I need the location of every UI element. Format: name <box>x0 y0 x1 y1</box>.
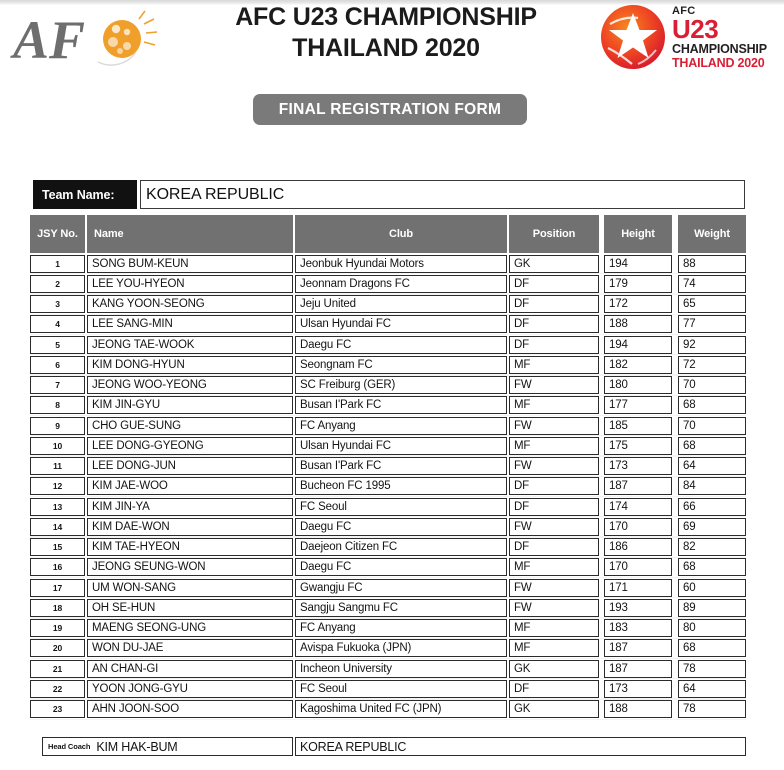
head-coach-name: KIM HAK-BUM <box>96 739 178 754</box>
cell-position[interactable]: FW <box>509 579 599 597</box>
cell-jsy-no[interactable]: 21 <box>30 660 85 678</box>
head-coach-field[interactable] <box>42 737 293 756</box>
cell-club[interactable]: Bucheon FC 1995 <box>295 477 507 495</box>
cell-weight[interactable]: 84 <box>678 477 746 495</box>
cell-height[interactable]: 180 <box>604 376 672 394</box>
cell-jsy-no[interactable]: 3 <box>30 295 85 313</box>
cell-player-name[interactable]: JEONG SEUNG-WON <box>87 558 293 576</box>
cell-height[interactable]: 188 <box>604 315 672 333</box>
table-row <box>30 497 746 517</box>
cell-club[interactable]: Daegu FC <box>295 518 507 536</box>
table-row <box>30 598 746 618</box>
cell-weight[interactable]: 78 <box>678 700 746 718</box>
table-body <box>30 254 746 720</box>
cell-club[interactable]: Gwangju FC <box>295 579 507 597</box>
cell-weight[interactable]: 65 <box>678 295 746 313</box>
cell-position[interactable]: MF <box>509 639 599 657</box>
cell-jsy-no[interactable]: 8 <box>30 396 85 414</box>
cell-player-name[interactable]: LEE DONG-JUN <box>87 457 293 475</box>
cell-club[interactable]: Incheon University <box>295 660 507 678</box>
cell-jsy-no[interactable]: 19 <box>30 619 85 637</box>
player-registration-table <box>30 215 746 720</box>
cell-position[interactable]: DF <box>509 680 599 698</box>
cell-jsy-no[interactable]: 12 <box>30 477 85 495</box>
cell-height[interactable]: 179 <box>604 275 672 293</box>
cell-height[interactable]: 187 <box>604 639 672 657</box>
cell-club[interactable]: Avispa Fukuoka (JPN) <box>295 639 507 657</box>
cell-club[interactable]: FC Seoul <box>295 498 507 516</box>
column-header-height: Height <box>604 215 672 253</box>
cell-player-name[interactable]: AN CHAN-GI <box>87 660 293 678</box>
cell-position[interactable]: MF <box>509 558 599 576</box>
table-row <box>30 355 746 375</box>
cell-player-name[interactable]: LEE DONG-GYEONG <box>87 437 293 455</box>
cell-position[interactable]: MF <box>509 396 599 414</box>
cell-club[interactable]: FC Anyang <box>295 619 507 637</box>
cell-jsy-no[interactable]: 10 <box>30 437 85 455</box>
event-ball-icon <box>598 2 668 72</box>
cell-jsy-no[interactable]: 20 <box>30 639 85 657</box>
cell-position[interactable]: GK <box>509 255 599 273</box>
cell-position[interactable]: DF <box>509 275 599 293</box>
afc-confederation-logo <box>8 6 173 72</box>
column-header-club: Club <box>295 215 507 253</box>
cell-position[interactable]: GK <box>509 700 599 718</box>
cell-jsy-no[interactable]: 18 <box>30 599 85 617</box>
cell-height[interactable]: 171 <box>604 579 672 597</box>
cell-club[interactable]: FC Seoul <box>295 680 507 698</box>
event-thailand-label: THAILAND 2020 <box>672 56 765 70</box>
table-row <box>30 558 746 578</box>
cell-position[interactable]: FW <box>509 599 599 617</box>
table-row <box>30 436 746 456</box>
cell-player-name[interactable]: OH SE-HUN <box>87 599 293 617</box>
cell-position[interactable]: DF <box>509 315 599 333</box>
column-header-weight: Weight <box>678 215 746 253</box>
cell-weight[interactable]: 66 <box>678 498 746 516</box>
cell-club[interactable]: Busan I'Park FC <box>295 457 507 475</box>
team-name-label: Team Name: <box>33 180 137 209</box>
table-row <box>30 700 746 720</box>
cell-player-name[interactable]: UM WON-SANG <box>87 579 293 597</box>
cell-position[interactable]: MF <box>509 437 599 455</box>
table-row <box>30 295 746 315</box>
column-header-position: Position <box>509 215 599 253</box>
cell-height[interactable]: 194 <box>604 255 672 273</box>
cell-club[interactable]: FC Anyang <box>295 417 507 435</box>
cell-jsy-no[interactable]: 4 <box>30 315 85 333</box>
cell-weight[interactable]: 68 <box>678 437 746 455</box>
cell-player-name[interactable]: LEE SANG-MIN <box>87 315 293 333</box>
cell-weight[interactable]: 70 <box>678 376 746 394</box>
head-coach-row <box>30 737 746 757</box>
cell-weight[interactable]: 89 <box>678 599 746 617</box>
cell-position[interactable]: DF <box>509 477 599 495</box>
cell-jsy-no[interactable]: 16 <box>30 558 85 576</box>
cell-height[interactable]: 187 <box>604 660 672 678</box>
cell-position[interactable]: GK <box>509 660 599 678</box>
cell-position[interactable]: FW <box>509 518 599 536</box>
cell-player-name[interactable]: MAENG SEONG-UNG <box>87 619 293 637</box>
table-row <box>30 659 746 679</box>
cell-player-name[interactable]: JEONG WOO-YEONG <box>87 376 293 394</box>
cell-player-name[interactable]: KIM DAE-WON <box>87 518 293 536</box>
cell-player-name[interactable]: SONG BUM-KEUN <box>87 255 293 273</box>
cell-weight[interactable]: 74 <box>678 275 746 293</box>
title-line-2: THAILAND 2020 <box>292 34 480 62</box>
cell-weight[interactable]: 77 <box>678 315 746 333</box>
cell-weight[interactable]: 68 <box>678 396 746 414</box>
cell-weight[interactable]: 68 <box>678 558 746 576</box>
cell-position[interactable]: FW <box>509 376 599 394</box>
cell-player-name[interactable]: AHN JOON-SOO <box>87 700 293 718</box>
table-row <box>30 619 746 639</box>
head-coach-team-field[interactable]: KOREA REPUBLIC <box>295 737 746 756</box>
cell-player-name[interactable]: KANG YOON-SEONG <box>87 295 293 313</box>
table-row <box>30 335 746 355</box>
cell-height[interactable]: 172 <box>604 295 672 313</box>
cell-club[interactable]: Daegu FC <box>295 558 507 576</box>
page-header <box>0 0 784 85</box>
cell-position[interactable]: MF <box>509 356 599 374</box>
cell-player-name[interactable]: LEE YOU-HYEON <box>87 275 293 293</box>
cell-player-name[interactable]: KIM TAE-HYEON <box>87 538 293 556</box>
cell-position[interactable]: DF <box>509 498 599 516</box>
cell-height[interactable]: 174 <box>604 498 672 516</box>
event-logo <box>598 2 780 74</box>
table-row <box>30 538 746 558</box>
cell-player-name[interactable]: KIM JAE-WOO <box>87 477 293 495</box>
cell-jsy-no[interactable]: 7 <box>30 376 85 394</box>
cell-weight[interactable]: 82 <box>678 538 746 556</box>
cell-player-name[interactable]: CHO GUE-SUNG <box>87 417 293 435</box>
cell-club[interactable]: Jeonnam Dragons FC <box>295 275 507 293</box>
cell-player-name[interactable]: KIM JIN-YA <box>87 498 293 516</box>
cell-position[interactable]: DF <box>509 295 599 313</box>
cell-club[interactable]: Kagoshima United FC (JPN) <box>295 700 507 718</box>
team-name-row <box>33 180 745 209</box>
table-row <box>30 578 746 598</box>
cell-weight[interactable]: 80 <box>678 619 746 637</box>
cell-height[interactable]: 187 <box>604 477 672 495</box>
title-line-1: AFC U23 CHAMPIONSHIP <box>235 3 537 31</box>
cell-jsy-no[interactable]: 22 <box>30 680 85 698</box>
cell-height[interactable]: 175 <box>604 437 672 455</box>
cell-club[interactable]: Sangju Sangmu FC <box>295 599 507 617</box>
cell-height[interactable]: 188 <box>604 700 672 718</box>
table-row <box>30 457 746 477</box>
cell-club[interactable]: Jeju United <box>295 295 507 313</box>
cell-weight[interactable]: 92 <box>678 336 746 354</box>
cell-player-name[interactable]: KIM DONG-HYUN <box>87 356 293 374</box>
cell-height[interactable]: 177 <box>604 396 672 414</box>
cell-weight[interactable]: 78 <box>678 660 746 678</box>
cell-jsy-no[interactable]: 6 <box>30 356 85 374</box>
cell-club[interactable]: Ulsan Hyundai FC <box>295 437 507 455</box>
cell-jsy-no[interactable]: 23 <box>30 700 85 718</box>
cell-position[interactable]: FW <box>509 457 599 475</box>
cell-club[interactable]: Ulsan Hyundai FC <box>295 315 507 333</box>
cell-position[interactable]: DF <box>509 538 599 556</box>
cell-weight[interactable]: 64 <box>678 457 746 475</box>
cell-club[interactable]: Daejeon Citizen FC <box>295 538 507 556</box>
cell-player-name[interactable]: WON DU-JAE <box>87 639 293 657</box>
table-row <box>30 517 746 537</box>
table-row <box>30 254 746 274</box>
event-afc-label: AFC <box>672 5 696 17</box>
column-header-jsy-no: JSY No. <box>30 215 85 253</box>
final-registration-form-button[interactable]: FINAL REGISTRATION FORM <box>253 94 527 125</box>
cell-weight[interactable]: 88 <box>678 255 746 273</box>
table-row <box>30 376 746 396</box>
cell-height[interactable]: 173 <box>604 457 672 475</box>
cell-jsy-no[interactable]: 9 <box>30 417 85 435</box>
cell-weight[interactable]: 72 <box>678 356 746 374</box>
head-coach-label: Head Coach <box>48 742 91 751</box>
cell-height[interactable]: 183 <box>604 619 672 637</box>
table-row <box>30 416 746 436</box>
table-row <box>30 396 746 416</box>
cell-jsy-no[interactable]: 5 <box>30 336 85 354</box>
cell-club[interactable]: Seongnam FC <box>295 356 507 374</box>
cell-jsy-no[interactable]: 13 <box>30 498 85 516</box>
table-row <box>30 679 746 699</box>
event-u23-label: U23 <box>672 14 719 44</box>
page-title <box>186 2 586 64</box>
team-name-input[interactable]: KOREA REPUBLIC <box>140 180 745 209</box>
cell-height[interactable]: 170 <box>604 518 672 536</box>
cell-club[interactable]: Daegu FC <box>295 336 507 354</box>
cell-player-name[interactable]: JEONG TAE-WOOK <box>87 336 293 354</box>
svg-text:AF: AF <box>13 10 86 70</box>
cell-player-name[interactable]: KIM JIN-GYU <box>87 396 293 414</box>
column-header-name: Name <box>87 215 293 253</box>
cell-jsy-no[interactable]: 15 <box>30 538 85 556</box>
table-row <box>30 477 746 497</box>
cell-jsy-no[interactable]: 17 <box>30 579 85 597</box>
event-championship-label: CHAMPIONSHIP <box>672 42 767 56</box>
cell-position[interactable]: DF <box>509 336 599 354</box>
cell-position[interactable]: MF <box>509 619 599 637</box>
table-row <box>30 639 746 659</box>
cell-player-name[interactable]: YOON JONG-GYU <box>87 680 293 698</box>
cell-height[interactable]: 194 <box>604 336 672 354</box>
cell-club[interactable]: Busan I'Park FC <box>295 396 507 414</box>
cell-weight[interactable]: 60 <box>678 579 746 597</box>
cell-jsy-no[interactable]: 14 <box>30 518 85 536</box>
cell-height[interactable]: 173 <box>604 680 672 698</box>
cell-weight[interactable]: 69 <box>678 518 746 536</box>
cell-height[interactable]: 170 <box>604 558 672 576</box>
table-row <box>30 315 746 335</box>
cell-weight[interactable]: 70 <box>678 417 746 435</box>
cell-height[interactable]: 182 <box>604 356 672 374</box>
cell-weight[interactable]: 68 <box>678 639 746 657</box>
cell-height[interactable]: 186 <box>604 538 672 556</box>
cell-height[interactable]: 185 <box>604 417 672 435</box>
cell-jsy-no[interactable]: 2 <box>30 275 85 293</box>
cell-jsy-no[interactable]: 11 <box>30 457 85 475</box>
cell-weight[interactable]: 64 <box>678 680 746 698</box>
cell-club[interactable]: SC Freiburg (GER) <box>295 376 507 394</box>
cell-club[interactable]: Jeonbuk Hyundai Motors <box>295 255 507 273</box>
table-header-row <box>30 215 746 253</box>
table-row <box>30 274 746 294</box>
event-logo-text <box>672 5 780 70</box>
cell-position[interactable]: FW <box>509 417 599 435</box>
cell-height[interactable]: 193 <box>604 599 672 617</box>
cell-jsy-no[interactable]: 1 <box>30 255 85 273</box>
